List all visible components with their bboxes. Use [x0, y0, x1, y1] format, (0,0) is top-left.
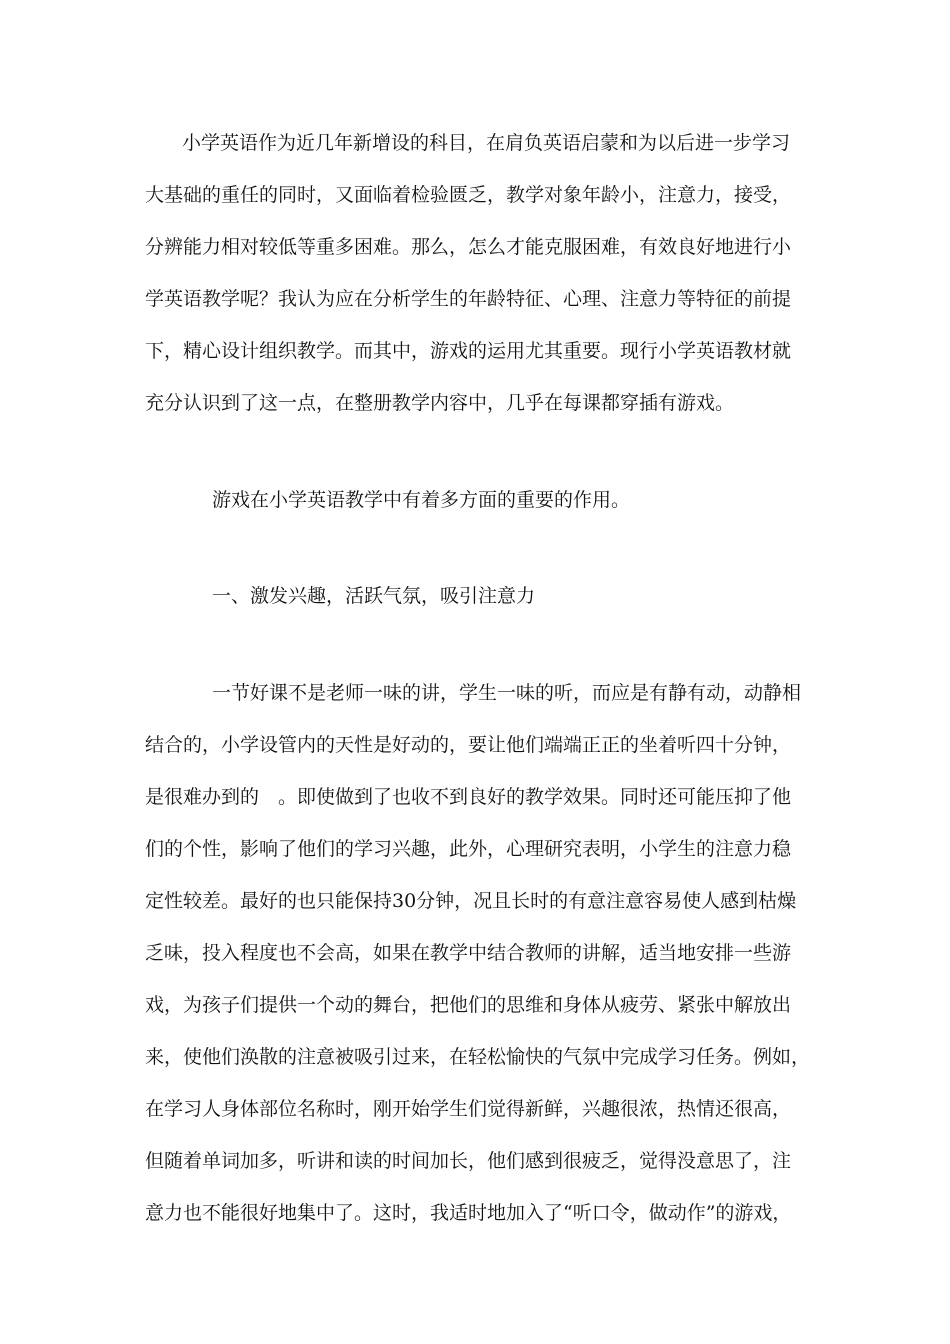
paragraph-1-line-3: 分辨能力相对较低等重多困难。那么，怎么才能克服困难，有效良好地进行小 — [145, 236, 792, 258]
paragraph-1-line-4: 学英语教学呢？我认为应在分析学生的年龄特征、心理、注意力等特征的前提 — [145, 288, 792, 310]
paragraph-3-line-3: 是很难办到的 。即使做到了也收不到良好的教学效果。同时还可能压抑了他 — [145, 786, 792, 808]
paragraph-2: 游戏在小学英语教学中有着多方面的重要的作用。 — [212, 489, 631, 511]
paragraph-3-line-1: 一节好课不是老师一味的讲，学生一味的听，而应是有静有动，动静相 — [212, 682, 802, 704]
paragraph-3-line-6: 乏味，投入程度也不会高，如果在教学中结合教师的讲解，适当地安排一些游 — [145, 942, 792, 964]
paragraph-1-line-2: 大基础的重任的同时，又面临着检验匮乏，教学对象年龄小，注意力，接受， — [145, 184, 792, 206]
paragraph-3-line-2: 结合的，小学设管内的天性是好动的，要让他们端端正正的坐着听四十分钟， — [145, 734, 792, 756]
paragraph-3-line-10: 但随着单词加多，听讲和读的时间加长，他们感到很疲乏，觉得没意思了，注 — [145, 1150, 792, 1172]
paragraph-1-line-1: 小学英语作为近几年新增设的科目，在肩负英语启蒙和为以后进一步学习 — [182, 132, 791, 154]
paragraph-3-line-11: 意力也不能很好地集中了。这时，我适时地加入了“听口令，做动作”的游戏， — [145, 1202, 792, 1224]
section-heading-1: 一、激发兴趣，活跃气氛，吸引注意力 — [212, 585, 536, 607]
paragraph-3-line-8: 来，使他们涣散的注意被吸引过来，在轻松愉快的气氛中完成学习任务。例如， — [145, 1046, 811, 1068]
paragraph-3-line-7: 戏，为孩子们提供一个动的舞台，把他们的思维和身体从疲劳、紧张中解放出 — [145, 994, 792, 1016]
paragraph-1-line-5: 下，精心设计组织教学。而其中，游戏的运用尤其重要。现行小学英语教材就 — [145, 340, 792, 362]
paragraph-3-line-4: 们的个性，影响了他们的学习兴趣，此外，心理研究表明，小学生的注意力稳 — [145, 838, 792, 860]
paragraph-1-line-6: 充分认识到了这一点，在整册教学内容中，几乎在每课都穿插有游戏。 — [145, 392, 735, 414]
paragraph-3-line-5: 定性较差。最好的也只能保持30分钟，况且长时的有意注意容易使人感到枯燥 — [145, 890, 797, 912]
paragraph-3-line-9: 在学习人身体部位名称时，刚开始学生们觉得新鲜，兴趣很浓，热情还很高， — [145, 1098, 792, 1120]
